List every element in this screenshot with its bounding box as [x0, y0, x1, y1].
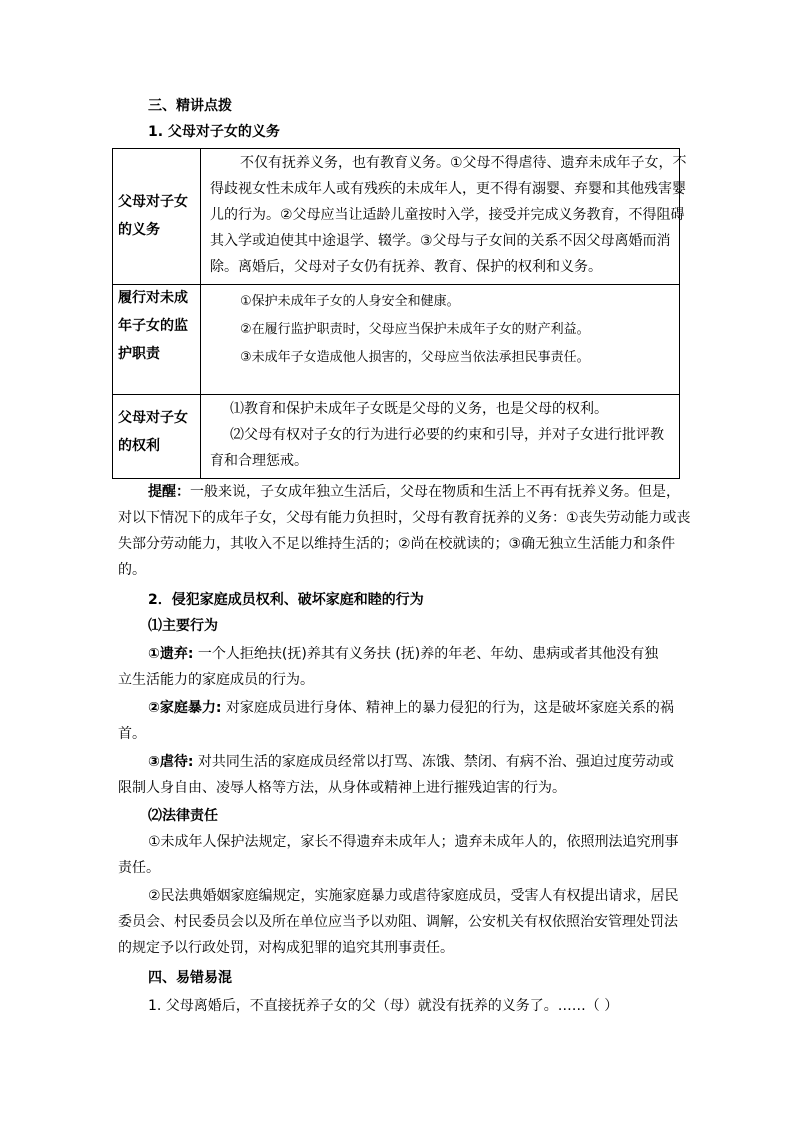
table-text-line: 其入学或迫使其中途退学、辍学。③父母与子女间的关系不因父母离婚而消: [210, 233, 671, 249]
act-label: ②家庭暴力:: [148, 700, 222, 716]
legal-text-line: 的规定予以行政处罚，对构成犯罪的追究其刑事责任。: [118, 940, 454, 956]
act-text: 一个人拒绝扶(抚)养其有义务扶 (抚)养的年老、年幼、患病或者其他没有独: [193, 646, 659, 662]
act-maltreatment: [148, 752, 674, 772]
table-row-3-head: 父母对子女的权利: [118, 410, 188, 454]
act-text-line: 首。: [118, 726, 146, 742]
legal-text-line: 责任。: [118, 860, 160, 876]
reminder-line: 失部分劳动能力，其收入不足以维持生活的；②尚在校就读的；③确无独立生活能力和条件: [118, 536, 676, 552]
question-1: 1. 父母离婚后，不直接抚养子女的父（母）就没有抚养的义务了。……（ ）: [148, 998, 619, 1014]
section-3-title: 三、精讲点拨: [148, 98, 232, 114]
table-text-line: ②在履行监护职责时，父母应当保护未成年子女的财产利益。: [240, 322, 590, 337]
reminder-line: 对以下情况下的成年子女，父母有能力负担时，父母有教育抚养的义务：①丧失劳动能力或丧: [118, 510, 691, 526]
table-column-divider: [200, 148, 201, 478]
table-text-line: 育和合理惩戒。: [210, 453, 308, 469]
table-text-line: ①保护未成年子女的人身安全和健康。: [240, 294, 460, 309]
main-acts-title: ⑴主要行为: [148, 618, 218, 634]
table-text-line: 不仅有抚养义务，也有教育义务。①父母不得虐待、遗弃未成年子女，不: [240, 155, 687, 171]
subsection-2-title: 2．侵犯家庭成员权利、破坏家庭和睦的行为: [148, 592, 424, 608]
subsection-1-title: 1. 父母对子女的义务: [148, 124, 280, 140]
act-text-line: 立生活能力的家庭成员的行为。: [118, 672, 314, 688]
act-abandonment: [148, 644, 658, 664]
table-border-bottom: [112, 478, 680, 479]
table-text-line: ⑴教育和保护未成年子女既是父母的义务，也是父母的权利。: [230, 401, 608, 417]
table-row-3-body: [210, 396, 664, 474]
reminder-line: 的。: [118, 562, 146, 578]
table-text-line: 得歧视女性未成年人或有残疾的未成年人，更不得有溺婴、弃婴和其他残害婴: [210, 181, 686, 197]
table-text-line: ⑵父母有权对子女的行为进行必要的约束和引导，并对子女进行批评教: [230, 427, 664, 443]
act-label: ①遗弃:: [148, 646, 194, 662]
reminder-line-1: [148, 482, 680, 502]
table-text-line: 儿的行为。②父母应当让适龄儿童按时入学，接受并完成义务教育，不得阻碍: [210, 207, 685, 223]
legal-text-line: 委员会、村民委员会以及所在单位应当予以劝阻、调解，公安机关有权依照治安管理处罚法: [118, 914, 678, 930]
table-row-2-head: 履行对未成年子女的监护职责: [118, 290, 188, 362]
obligations-table: [112, 148, 687, 478]
table-text-line: 除。离婚后，父母对子女仍有抚养、教育、保护的权利和义务。: [210, 259, 602, 275]
table-text-line: ③未成年子女造成他人损害的，父母应当依法承担民事责任。: [240, 350, 590, 365]
act-label: ③虐待:: [148, 754, 194, 770]
table-row-2-body: [210, 288, 590, 372]
table-row-1-head: 父母对子女的义务: [118, 194, 188, 238]
reminder-text: 一般来说，子女成年独立生活后，父母在物质和生活上不再有抚养义务。但是，: [190, 484, 680, 500]
legal-title: ⑵法律责任: [148, 808, 218, 824]
table-row-1-body: [210, 150, 687, 280]
legal-text-line: ②民法典婚姻家庭编规定，实施家庭暴力或虐待家庭成员，受害人有权提出请求，居民: [148, 888, 679, 904]
legal-text-line: ①未成年人保护法规定，家长不得遗弃未成年人；遗弃未成年人的，依照刑法追究刑事: [148, 834, 679, 850]
table-row-divider: [112, 394, 680, 395]
act-text-line: 限制人身自由、凌辱人格等方法，从身体或精神上进行摧残迫害的行为。: [118, 780, 566, 796]
act-text: 对家庭成员进行身体、精神上的暴力侵犯的行为，这是破坏家庭关系的祸: [221, 700, 674, 716]
act-text: 对共同生活的家庭成员经常以打骂、冻饿、禁闭、有病不治、强迫过度劳动或: [193, 754, 674, 770]
act-domestic-violence: [148, 698, 674, 718]
table-border-top: [112, 148, 680, 149]
reminder-label: 提醒：: [148, 484, 190, 500]
section-4-title: 四、易错易混: [148, 970, 232, 986]
